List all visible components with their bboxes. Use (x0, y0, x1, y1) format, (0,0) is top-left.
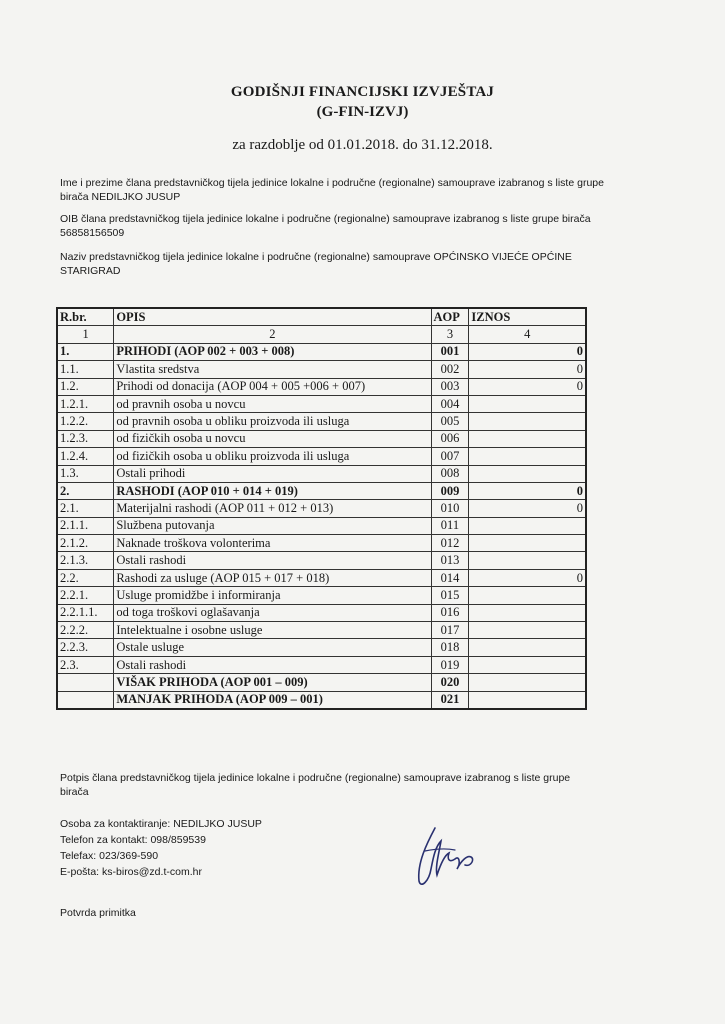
cell-iznos: 0 (469, 378, 586, 395)
table-row (57, 500, 586, 517)
cell-aop: 009 (431, 482, 469, 499)
cell-aop: 013 (431, 552, 469, 569)
table-row (57, 430, 586, 447)
member-name-line: Ime i prezime člana predstavničkog tijela jedinice lokalne i područne (regionalne) samouprave izabranog s liste grupe birača NEDILJKO JUSUP (60, 177, 604, 203)
table-row (57, 465, 586, 482)
cell-iznos (469, 656, 586, 673)
contact-fax: Telefax: 023/369-590 (60, 850, 159, 862)
cell-iznos: 0 (469, 482, 586, 499)
cell-rbr: 1.2.4. (57, 448, 114, 465)
document-subtitle: (G-FIN-IZVJ) (316, 104, 409, 120)
table-row (57, 517, 586, 534)
cell-rbr: 1.3. (57, 465, 114, 482)
cell-aop: 010 (431, 500, 469, 517)
cell-opis: Ostali rashodi (114, 552, 431, 569)
cell-opis: od pravnih osoba u novcu (114, 395, 431, 412)
cell-iznos (469, 587, 586, 604)
cell-iznos (469, 639, 586, 656)
cell-opis: PRIHODI (AOP 002 + 003 + 008) (114, 343, 431, 360)
colnum-3: 3 (431, 326, 469, 343)
cell-aop: 007 (431, 448, 469, 465)
header-iznos: IZNOS (469, 308, 586, 326)
cell-iznos (469, 448, 586, 465)
cell-iznos (469, 395, 586, 412)
cell-aop: 003 (431, 378, 469, 395)
table-row (57, 639, 586, 656)
table-row (57, 569, 586, 586)
cell-opis: Prihodi od donacija (AOP 004 + 005 +006 + 007) (114, 378, 431, 395)
table-row (57, 395, 586, 412)
cell-opis: Vlastita sredstva (114, 361, 431, 378)
cell-aop: 016 (431, 604, 469, 621)
cell-opis: Ostali prihodi (114, 465, 431, 482)
cell-rbr: 1.2.2. (57, 413, 114, 430)
table-row (57, 587, 586, 604)
table-colnum-row (57, 326, 586, 343)
cell-opis: od pravnih osoba u obliku proizvoda ili usluga (114, 413, 431, 430)
cell-rbr: 2.2.2. (57, 622, 114, 639)
cell-iznos (469, 535, 586, 552)
cell-aop: 006 (431, 430, 469, 447)
contact-phone: Telefon za kontakt: 098/859539 (60, 834, 206, 846)
signature-icon (405, 823, 485, 893)
cell-iznos: 0 (469, 500, 586, 517)
cell-iznos (469, 622, 586, 639)
cell-iznos: 0 (469, 361, 586, 378)
header-aop: AOP (431, 308, 469, 326)
cell-opis: Službena putovanja (114, 517, 431, 534)
cell-opis: od fizičkih osoba u novcu (114, 430, 431, 447)
cell-rbr: 2.1.3. (57, 552, 114, 569)
member-oib-line: OIB člana predstavničkog tijela jedinice lokalne i područne (regionalne) samouprave izabranog s liste grupe birača 56858156509 (60, 213, 591, 239)
table-row (57, 361, 586, 378)
cell-opis: Naknade troškova volonterima (114, 535, 431, 552)
cell-rbr: 1.1. (57, 361, 114, 378)
cell-opis: Ostale usluge (114, 639, 431, 656)
colnum-1: 1 (57, 326, 114, 343)
cell-rbr: 1.2. (57, 378, 114, 395)
cell-opis: VIŠAK PRIHODA (AOP 001 – 009) (114, 674, 431, 691)
financial-table (56, 307, 587, 710)
cell-aop: 017 (431, 622, 469, 639)
cell-iznos: 0 (469, 569, 586, 586)
cell-aop: 014 (431, 569, 469, 586)
cell-aop: 008 (431, 465, 469, 482)
cell-rbr: 2.1.1. (57, 517, 114, 534)
cell-rbr: 2.2.1. (57, 587, 114, 604)
cell-iznos (469, 604, 586, 621)
cell-opis: od toga troškovi oglašavanja (114, 604, 431, 621)
table-row (57, 413, 586, 430)
cell-rbr (57, 674, 114, 691)
cell-rbr: 2.2. (57, 569, 114, 586)
cell-opis: Rashodi za usluge (AOP 015 + 017 + 018) (114, 569, 431, 586)
cell-aop: 018 (431, 639, 469, 656)
cell-aop: 020 (431, 674, 469, 691)
table-row (57, 448, 586, 465)
table-row (57, 604, 586, 621)
cell-rbr: 1.2.1. (57, 395, 114, 412)
cell-rbr: 2.3. (57, 656, 114, 673)
cell-opis: Intelektualne i osobne usluge (114, 622, 431, 639)
cell-aop: 011 (431, 517, 469, 534)
document-title: GODIŠNJI FINANCIJSKI IZVJEŠTAJ (230, 84, 495, 100)
table-row (57, 674, 586, 691)
cell-rbr: 2. (57, 482, 114, 499)
table-row (57, 622, 586, 639)
signature-note: Potpis člana predstavničkog tijela jedinice lokalne i područne (regionalne) samouprave izabranog s liste grupe birača (60, 772, 571, 798)
reporting-period: za razdoblje od 01.01.2018. do 31.12.2018. (232, 137, 493, 153)
cell-rbr: 1.2.3. (57, 430, 114, 447)
cell-opis: Materijalni rashodi (AOP 011 + 012 + 013) (114, 500, 431, 517)
cell-opis: Usluge promidžbe i informiranja (114, 587, 431, 604)
cell-opis: od fizičkih osoba u obliku proizvoda ili usluga (114, 448, 431, 465)
cell-opis: MANJAK PRIHODA (AOP 009 – 001) (114, 691, 431, 709)
cell-rbr: 2.1.2. (57, 535, 114, 552)
table-header-row (57, 308, 586, 326)
cell-iznos (469, 674, 586, 691)
cell-aop: 012 (431, 535, 469, 552)
cell-aop: 004 (431, 395, 469, 412)
colnum-4: 4 (469, 326, 586, 343)
cell-iznos (469, 552, 586, 569)
cell-iznos (469, 430, 586, 447)
table-row (57, 691, 586, 709)
cell-iznos (469, 465, 586, 482)
cell-rbr: 2.1. (57, 500, 114, 517)
receipt-label: Potvrda primitka (60, 907, 136, 919)
cell-iznos: 0 (469, 343, 586, 360)
cell-aop: 005 (431, 413, 469, 430)
cell-rbr: 2.2.1.1. (57, 604, 114, 621)
table-row (57, 535, 586, 552)
cell-iznos (469, 413, 586, 430)
cell-opis: Ostali rashodi (114, 656, 431, 673)
cell-aop: 021 (431, 691, 469, 709)
cell-rbr: 2.2.3. (57, 639, 114, 656)
cell-iznos (469, 517, 586, 534)
table-row (57, 343, 586, 360)
header-opis: OPIS (114, 308, 431, 326)
header-rbr: R.br. (57, 308, 114, 326)
colnum-2: 2 (114, 326, 431, 343)
cell-aop: 019 (431, 656, 469, 673)
table-row (57, 552, 586, 569)
contact-person: Osoba za kontaktiranje: NEDILJKO JUSUP (60, 818, 262, 830)
cell-aop: 015 (431, 587, 469, 604)
contact-block (60, 816, 262, 880)
table-row (57, 482, 586, 499)
cell-aop: 002 (431, 361, 469, 378)
cell-aop: 001 (431, 343, 469, 360)
cell-iznos (469, 691, 586, 709)
table-row (57, 378, 586, 395)
table-row (57, 656, 586, 673)
cell-rbr: 1. (57, 343, 114, 360)
body-name-line: Naziv predstavničkog tijela jedinice lokalne i područne (regionalne) samouprave OPĆINSKO VIJEĆE OPĆINE STARIGRAD (60, 251, 572, 277)
cell-opis: RASHODI (AOP 010 + 014 + 019) (114, 482, 431, 499)
cell-rbr (57, 691, 114, 709)
contact-email: E-pošta: ks-biros@zd.t-com.hr (60, 866, 202, 878)
